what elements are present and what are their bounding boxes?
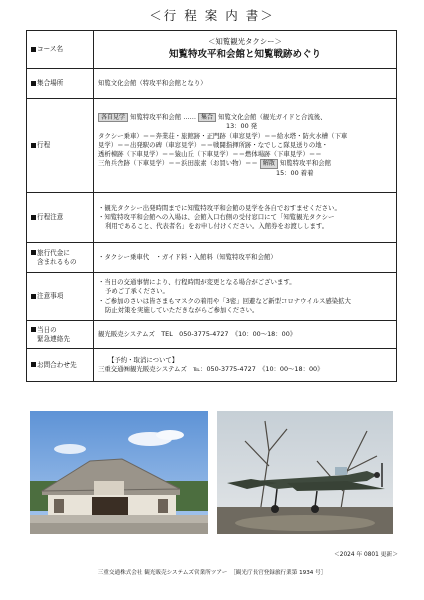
itinerary-line [98,113,392,123]
contact-line: 三重交通㈱観光販売システムズ ℡：050-3775-4727 《10：00～18：00》 [98,365,324,373]
itinerary-line: 見学）＝＝出発駅の碑（車窓見学）＝＝戦闘指揮所跡・なでしこ隊見送りの地・ [98,140,329,149]
emergency-value: 観光販売システムズ TEL 050-3775-4727 《10：00～18：00》 [94,321,397,349]
contact-label: お問合わせ先 [37,360,77,369]
notes-line: ・知覧特攻平和会館への入場は、会館入口右側の受付窓口にて「知覧観光タクシー [98,212,335,221]
contact-line: 【予約・取消について】 [108,355,179,364]
notes-row [27,193,397,243]
bullet-square-icon [31,327,36,332]
caution-label-cell [27,273,94,321]
notes-line: 利用であること、代表者名」をお申し付けください。入館券をお渡しします。 [105,222,329,231]
itinerary-line [98,159,392,169]
notes-value-cell [94,193,397,243]
caution-value-cell [94,273,397,321]
fighter-plane-image [217,411,393,534]
itinerary-label: 行程 [37,141,51,150]
caution-row [27,273,397,321]
peace-museum-photo [30,411,208,534]
caution-label: 注意事項 [37,292,64,301]
dismiss-tag: 解散 [260,159,278,169]
caution-line: ・当日の交通事情により、行程時間が変更となる場合がございます。 [98,277,296,286]
included-label-cell [27,243,94,273]
included-value: ・タクシー乗車代 ・ガイド料・入館料（知覧特攻平和会館） [94,243,397,273]
itinerary-line: 透析棟跡（下車見学）＝＝猿山丘（下車見学）＝＝燃体場跡（下車見学）＝＝ [98,150,322,159]
bullet-square-icon [31,250,36,255]
meeting-label-cell [27,69,94,99]
footer-text: 三重交通株式会社 観光販売システムズ営業所ツアー ［観光庁長官登録旅行業第 1934 号］ [97,570,327,576]
itinerary-row [27,99,397,193]
itinerary-text: 知覧特攻平和会館 …… [130,112,196,121]
itinerary-text: 知覧文化会館（観光ガイドと合流後、 [218,112,327,121]
included-label-1: 旅行代金に [37,248,70,257]
included-label-2: 含まれるもの [37,257,77,266]
bullet-square-icon [31,215,36,220]
contact-label-cell [27,349,94,382]
itinerary-line: 15：00 着着 [276,168,314,177]
course-row [27,31,397,69]
contact-row [27,349,397,382]
bullet-square-icon [31,143,36,148]
emergency-label-2: 緊急連絡先 [37,334,70,343]
emergency-label-cell [27,321,94,349]
caution-line: 防止対策を実施していただきながらご参加ください。 [105,305,259,314]
document-title: ＜行 程 案 内 書＞ [149,8,275,23]
itinerary-text: 知覧特攻平和会館 [279,159,331,168]
meeting-row [27,69,397,99]
contact-value-cell [94,349,397,382]
course-label-cell [27,31,94,69]
bullet-square-icon [31,362,36,367]
notes-line: ・観光タクシー出発時間までに知覧特攻平和会館の見学を各自でおすませください。 [98,203,341,212]
caution-line: ・ご参加のさいは皆さまもマスクの着用や「3密」回避など新型コロナウイルス感染拡大 [98,296,351,305]
itinerary-text: 三角兵舎跡（下車見学）＝＝浜田旅素（お買い物）＝＝ [98,159,258,168]
meeting-label: 集合場所 [37,79,64,88]
emergency-label-1: 当日の [37,325,57,334]
itinerary-label-cell [27,99,94,193]
bullet-square-icon [31,294,36,299]
itinerary-value-cell [94,99,397,193]
gather-tag: 集合 [198,113,216,123]
course-name: 知覧特攻平和会館と知覧戦跡めぐり [168,49,321,61]
course-subtitle: ＜知覧観光タクシー＞ [208,36,282,46]
museum-building-image [30,411,208,534]
meeting-value: 知覧文化会館（特攻平和会館となり） [94,69,397,99]
itinerary-line: タクシー乗車）＝＝奔業荘・旅館跡・正門跡（車窓見学）＝＝給水塔・防火水槽（下車 [98,131,348,140]
self-visit-tag: 各自見学 [98,113,128,123]
notes-label-cell [27,193,94,243]
updated-date: ＜2024 年 0801 更新＞ [333,552,398,558]
course-label: コース名 [37,45,64,54]
course-value-cell [94,31,397,69]
fighter-plane-photo [217,411,393,534]
emergency-row [27,321,397,349]
itinerary-table [26,30,397,382]
caution-line: 予めご了承ください。 [105,287,169,296]
included-row [27,243,397,273]
bullet-square-icon [31,47,36,52]
itinerary-line: 13：00 発 [226,122,258,131]
notes-label: 行程注意 [37,213,64,222]
bullet-square-icon [31,81,36,86]
